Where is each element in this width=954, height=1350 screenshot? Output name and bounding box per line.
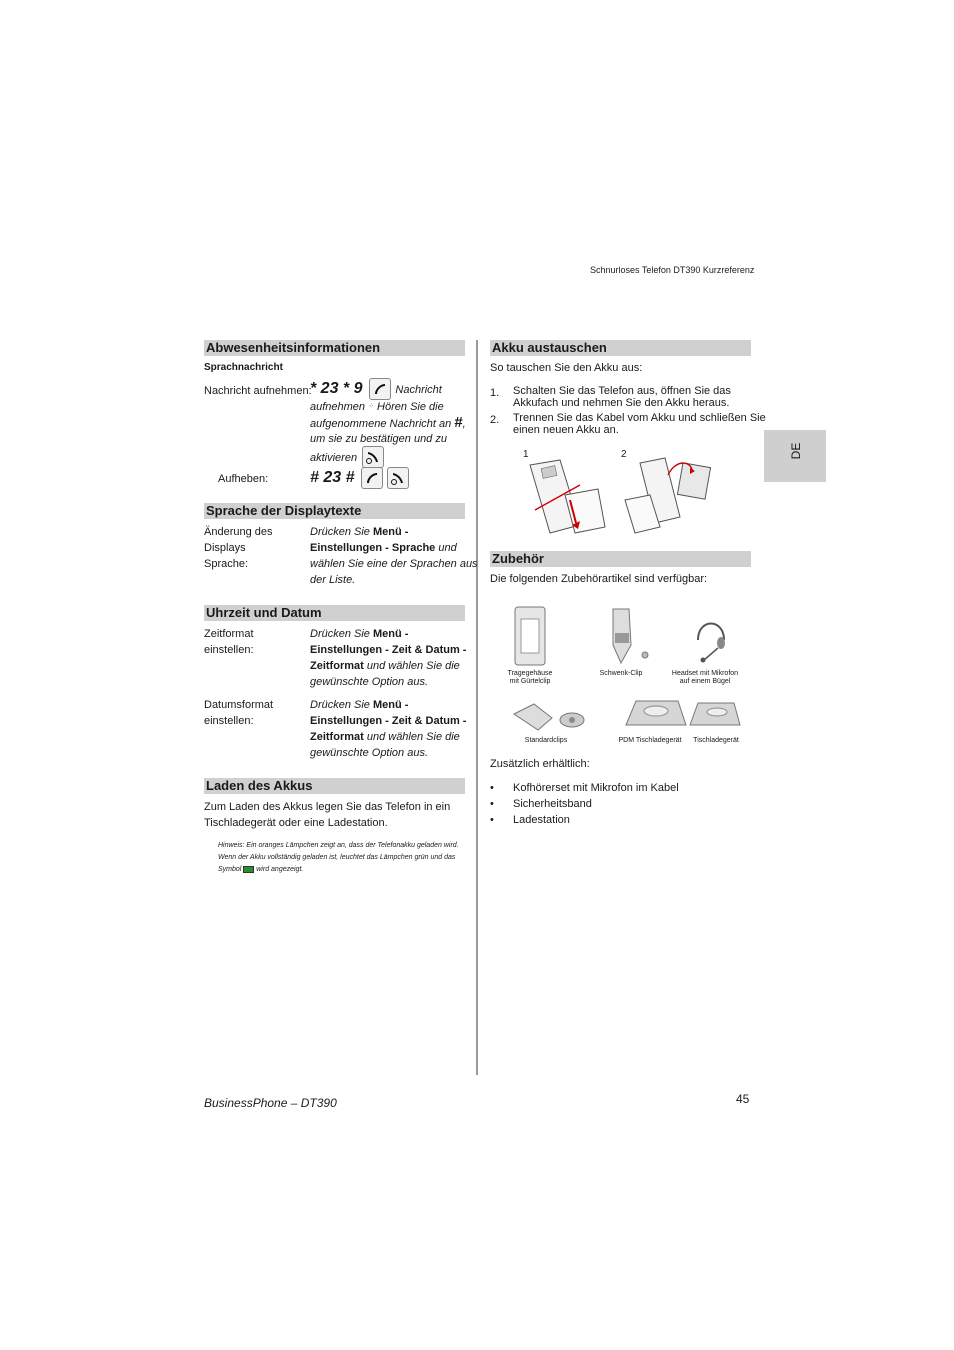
desktop-chargers-image [622, 693, 742, 735]
lang-text-3: wählen Sie eine der Sprachen aus [310, 558, 478, 570]
phone-answer-icon [369, 378, 391, 400]
language-tab-label: DE [789, 442, 803, 460]
time-text-2: Einstellungen - Zeit & Datum - [310, 644, 467, 656]
battery-full-icon [243, 866, 254, 873]
date-text-1: Drücken Sie Menü - [310, 699, 409, 711]
subtitle-voice-message: Sprachnachricht [204, 362, 283, 373]
caption-headset: Headset mit Mikrofon auf einem Bügel [671, 670, 739, 685]
running-header: Schnurloses Telefon DT390 Kurzreferenz [590, 265, 755, 275]
time-label-1: Zeitformat [204, 628, 254, 640]
step1-line-2: Akkufach und nehmen Sie den Akku heraus. [513, 397, 730, 409]
lang-label-3: Sprache: [204, 558, 249, 570]
charging-para-2: Tischladegerät oder eine Ladestation. [204, 817, 388, 829]
figure-label-1: 1 [523, 449, 529, 460]
page-number: 45 [736, 1092, 750, 1106]
time-text-4: gewünschte Option aus. [310, 676, 429, 688]
lang-label-1: Änderung des [204, 526, 273, 538]
date-label-2: einstellen: [204, 715, 254, 727]
time-text-3: Zeitformat und wählen Sie die [310, 660, 460, 672]
headset-image [690, 610, 730, 665]
section-title-charging: Laden des Akkus [204, 778, 465, 794]
section-title-time-date: Uhrzeit und Datum [204, 605, 465, 621]
step2-number: 2. [490, 414, 500, 426]
step1-line-1: Schalten Sie das Telefon aus, öffnen Sie das [513, 385, 731, 397]
step2-line-1: Trennen Sie das Kabel vom Akku und schließen Sie [513, 412, 766, 424]
language-tab [764, 430, 826, 482]
caption-pdm-charger: PDM Tischladegerät [618, 737, 682, 744]
phone-answer-icon [361, 467, 383, 489]
record-label: Nachricht aufnehmen: [204, 385, 312, 397]
cancel-code: # 23 # [310, 469, 355, 487]
date-text-3: Zeitformat und wählen Sie die [310, 731, 460, 743]
cancel-label: Aufheben: [218, 473, 269, 485]
caption-standard-clips: Standardclips [524, 737, 568, 744]
caption-carrying-case: Tragegehäuse mit Gürtelclip [507, 670, 553, 685]
date-text-4: gewünschte Option aus. [310, 747, 429, 759]
accessory-list-item: Ladestation [513, 814, 570, 826]
bullet-marker: • [490, 814, 494, 826]
record-text-5: aktivieren [310, 452, 358, 465]
bullet-marker: • [490, 782, 494, 794]
accessory-list-item: Sicherheitsband [513, 798, 592, 810]
record-text-1: Nachricht [395, 384, 442, 397]
time-label-2: einstellen: [204, 644, 254, 656]
battery-replace-illustration-2 [620, 455, 730, 535]
charging-note-1: Hinweis: Ein oranges Lämpchen zeigt an, dass der Telefonakku geladen wird. [218, 842, 459, 849]
accessory-list-item: Kofhörerset mit Mikrofon im Kabel [513, 782, 679, 794]
section-title-battery-replace: Akku austauschen [490, 340, 751, 356]
section-title-display-language: Sprache der Displaytexte [204, 503, 465, 519]
column-divider [476, 340, 478, 1075]
standard-clips-image [510, 700, 590, 732]
section-title-absence: Abwesenheitsinformationen [204, 340, 465, 356]
record-text-2: aufnehmen ⁘ Hören Sie die [310, 401, 444, 413]
date-text-2: Einstellungen - Zeit & Datum - [310, 715, 467, 727]
lang-label-2: Displays [204, 542, 246, 554]
lang-text-2: Einstellungen - Sprache und [310, 542, 457, 554]
additional-available: Zusätzlich erhältlich: [490, 758, 590, 770]
charging-para-1: Zum Laden des Akkus legen Sie das Telefon in ein [204, 801, 451, 813]
cancel-line [310, 467, 409, 489]
bullet-marker: • [490, 798, 494, 810]
phone-hangup-icon [362, 446, 384, 468]
date-label-1: Datumsformat [204, 699, 274, 711]
record-code: * 23 * 9 [310, 380, 363, 398]
swivel-clip-image [603, 605, 653, 665]
caption-swivel-clip: Schwenk-Clip [599, 670, 643, 677]
time-text-1: Drücken Sie Menü - [310, 628, 409, 640]
carrying-case-image [512, 605, 548, 667]
dots-icon: ⁘ [368, 403, 374, 410]
step1-number: 1. [490, 387, 500, 399]
record-text-4: um sie zu bestätigen und zu [310, 433, 447, 445]
charging-note-3: Symbol wird angezeigt. [218, 866, 304, 873]
charging-note-2: Wenn der Akku vollständig geladen ist, leuchtet das Lämpchen grün und das [218, 854, 456, 861]
record-line [310, 378, 442, 400]
accessories-intro: Die folgenden Zubehörartikel sind verfügbar: [490, 573, 708, 585]
lang-text-4: der Liste. [310, 574, 356, 586]
figure-label-2: 2 [621, 449, 627, 460]
step2-line-2: einen neuen Akku an. [513, 424, 619, 436]
battery-intro: So tauschen Sie den Akku aus: [490, 362, 643, 374]
phone-hangup-icon [387, 467, 409, 489]
footer-title: BusinessPhone – DT390 [204, 1096, 337, 1110]
battery-removal-illustration-1 [520, 455, 620, 540]
record-text-3: aufgenommene Nachricht an #, [310, 414, 466, 431]
section-title-accessories: Zubehör [490, 551, 751, 567]
lang-text-1: Drücken Sie Menü - [310, 526, 409, 538]
caption-desktop-charger: Tischladegerät [693, 737, 739, 744]
record-line-5 [310, 446, 384, 468]
